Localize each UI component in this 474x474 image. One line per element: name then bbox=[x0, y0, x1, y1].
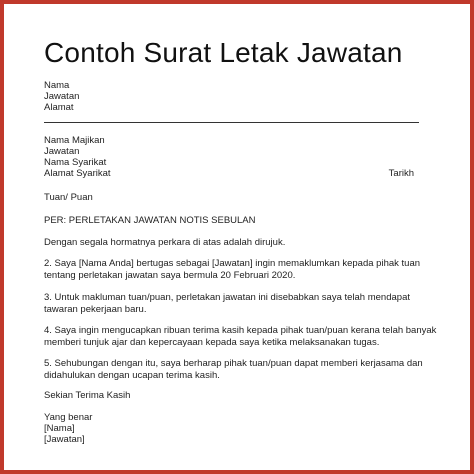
page-title: Contoh Surat Letak Jawatan bbox=[44, 37, 403, 68]
date-label: Tarikh bbox=[388, 168, 414, 179]
signoff-position: [Jawatan] bbox=[44, 434, 85, 445]
sender-block bbox=[44, 80, 79, 113]
signoff-block bbox=[44, 412, 92, 445]
recipient-company: Nama Syarikat bbox=[44, 157, 107, 168]
paragraph-5: 5. Sehubungan dengan itu, saya berharap pihak tuan/puan dapat memberi kerjasama dan didahulukan dengan ucapan terima kasih. bbox=[44, 358, 423, 381]
paragraph-4: 4. Saya ingin mengucapkan ribuan terima kasih kepada pihak tuan/puan kerana telah banyak memberi tunjuk ajar dan kepercayaan kepada saya ketika melaksanakan tugas. bbox=[44, 325, 437, 348]
opening-paragraph: Dengan segala hormatnya perkara di atas adalah dirujuk. bbox=[44, 237, 286, 248]
sender-name: Nama bbox=[44, 80, 70, 91]
recipient-block bbox=[44, 135, 111, 179]
signoff-name: [Nama] bbox=[44, 423, 75, 434]
header-divider bbox=[44, 122, 419, 123]
subject-line: PER: PERLETAKAN JAWATAN NOTIS SEBULAN bbox=[44, 215, 256, 226]
sender-position: Jawatan bbox=[44, 91, 80, 102]
paragraph-3: 3. Untuk makluman tuan/puan, perletakan jawatan ini disebabkan saya telah mendapat tawaran pekerjaan baru. bbox=[44, 292, 410, 315]
greeting: Tuan/ Puan bbox=[44, 192, 93, 203]
recipient-employer-name: Nama Majikan bbox=[44, 135, 105, 146]
recipient-position: Jawatan bbox=[44, 146, 80, 157]
recipient-company-address: Alamat Syarikat bbox=[44, 168, 111, 179]
closing-line: Sekian Terima Kasih bbox=[44, 390, 131, 401]
paragraph-2: 2. Saya [Nama Anda] bertugas sebagai [Jawatan] ingin memaklumkan kepada pihak tuan tentang perletakan jawatan saya bermula 20 Februari 2020. bbox=[44, 258, 421, 281]
sender-address: Alamat bbox=[44, 102, 74, 113]
signoff-salutation: Yang benar bbox=[44, 412, 93, 423]
